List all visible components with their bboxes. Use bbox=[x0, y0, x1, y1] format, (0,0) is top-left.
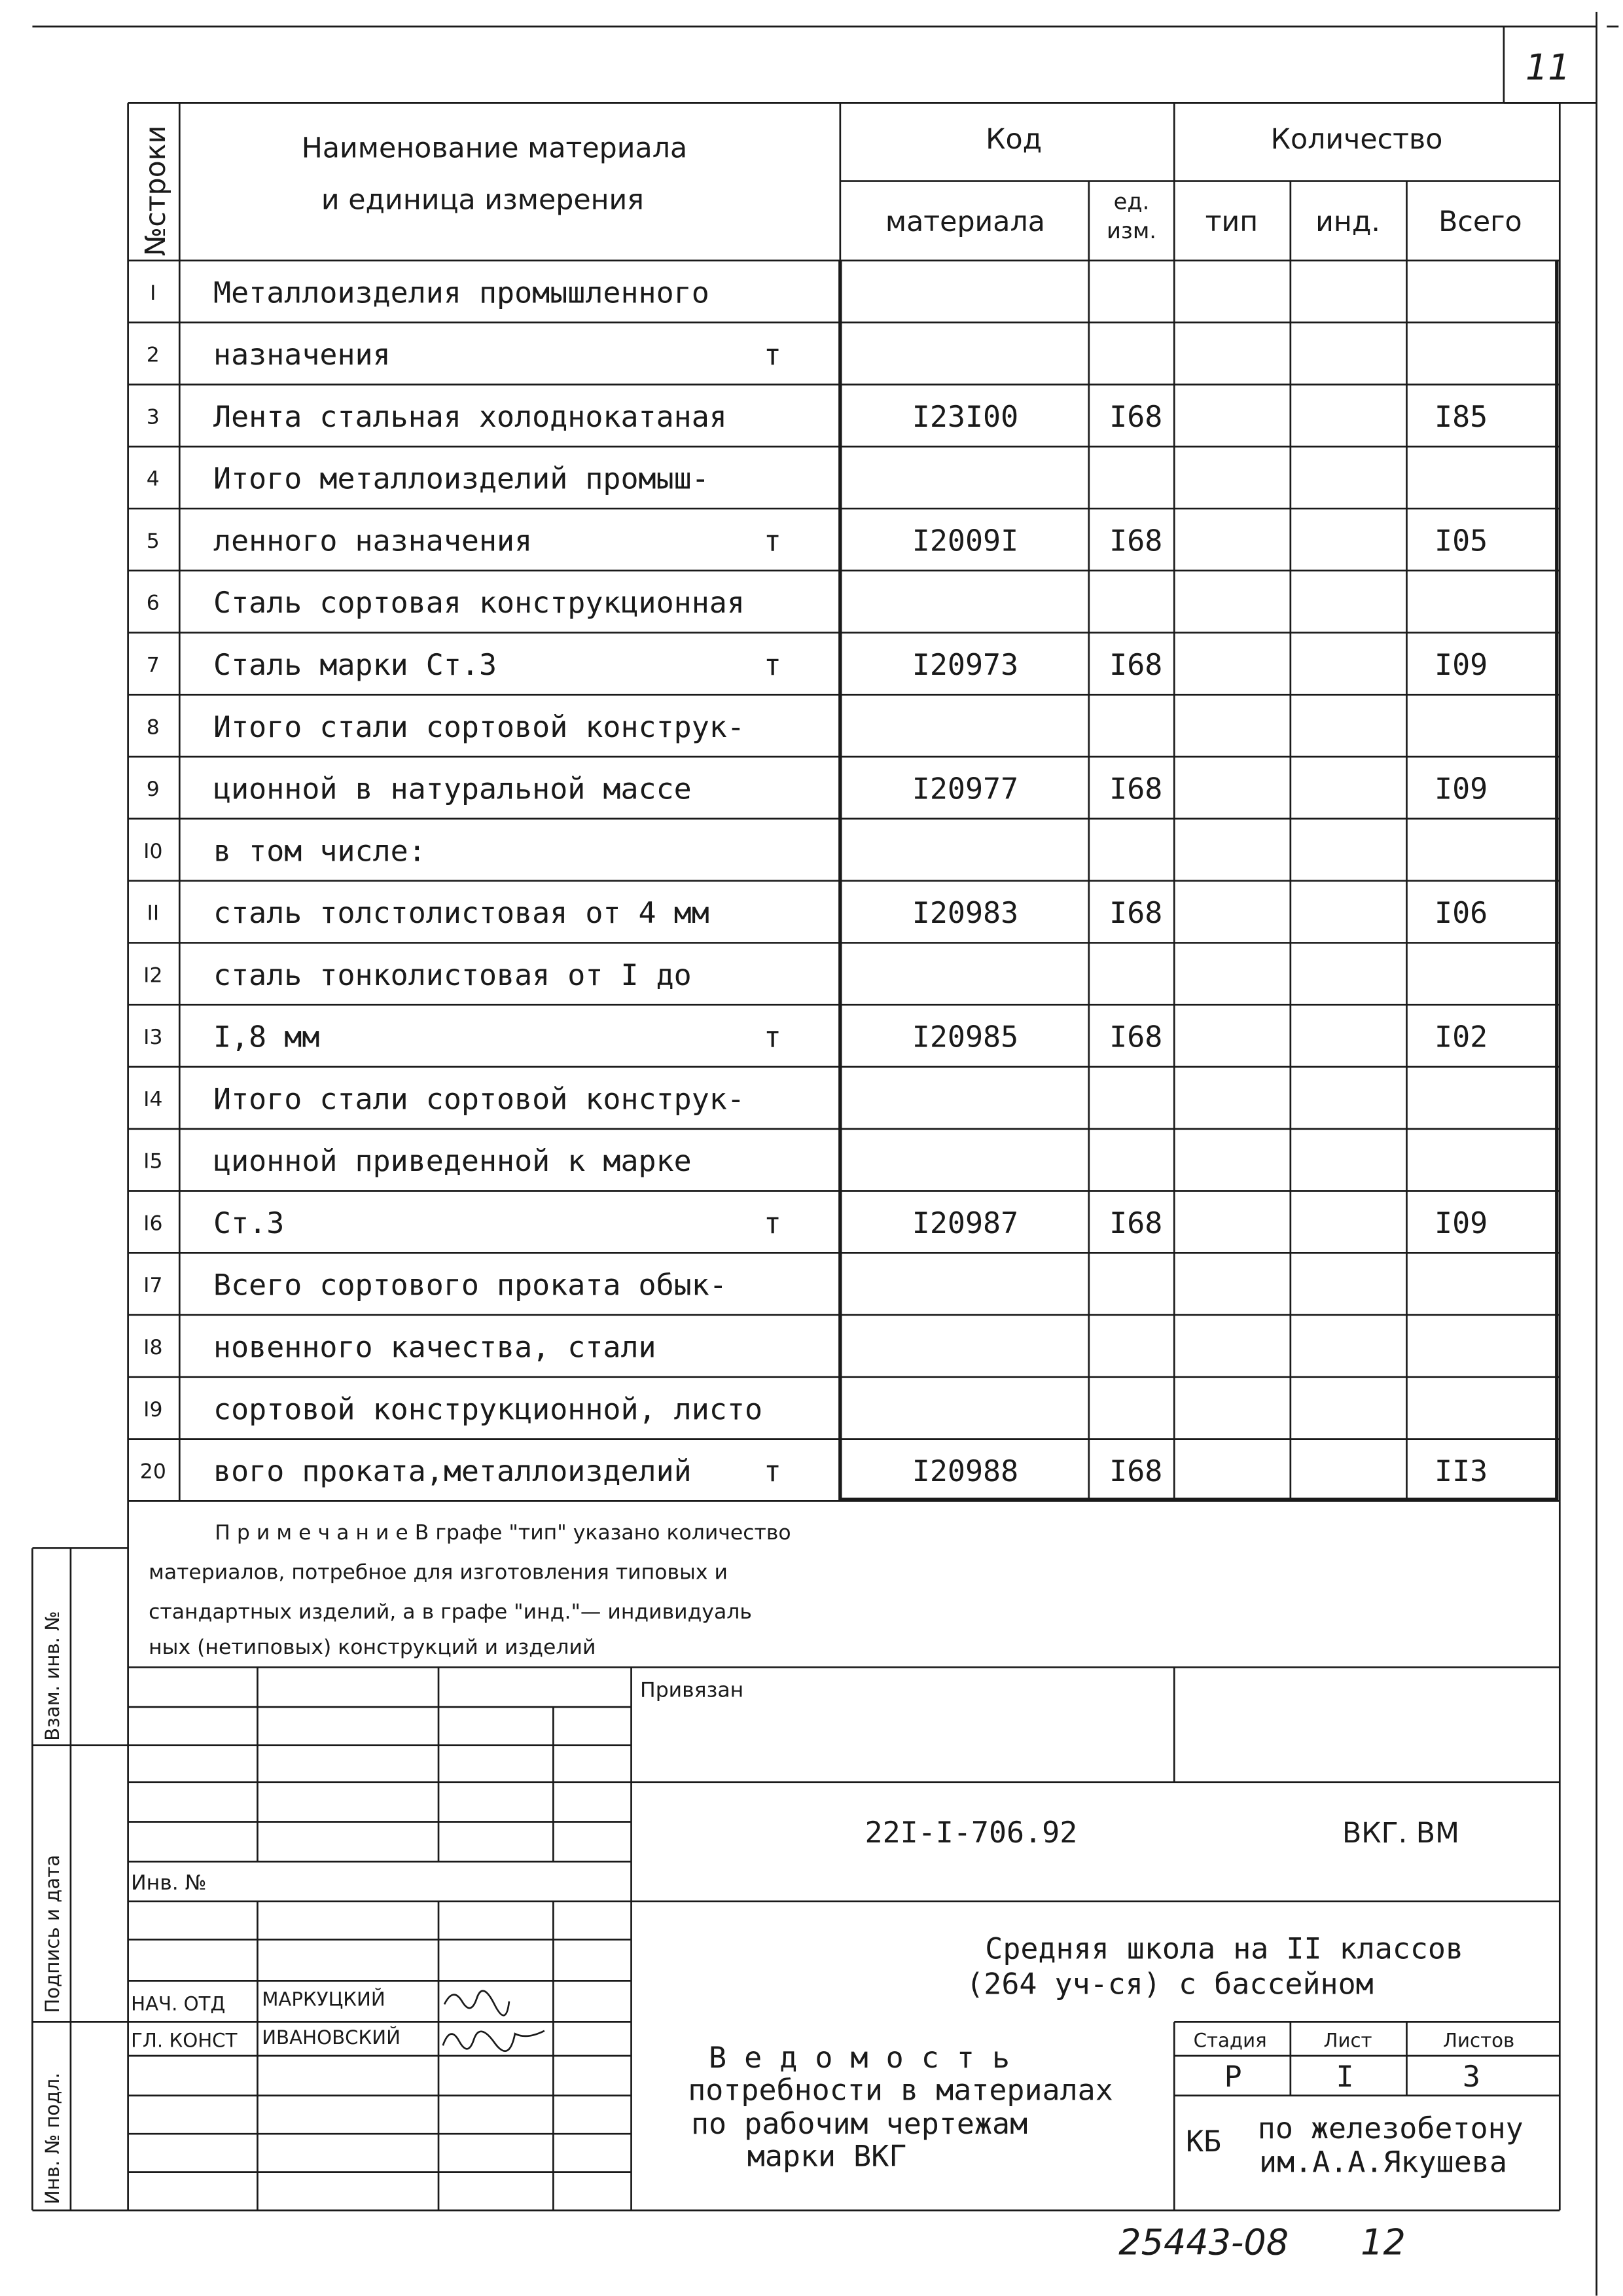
row-material-code: I20985 bbox=[912, 1019, 1019, 1054]
row-material-name: Ст.3 bbox=[213, 1205, 285, 1240]
row-material-name: Лента стальная холоднокатаная bbox=[213, 399, 727, 434]
table-rows bbox=[128, 275, 1560, 1488]
row-material-code: I20973 bbox=[912, 647, 1019, 683]
row-number: I7 bbox=[143, 1274, 163, 1298]
note-line2: материалов, потребное для изготовления типовых и bbox=[149, 1560, 728, 1585]
row-material-name: в том числе: bbox=[213, 833, 426, 869]
row-material-name: I,8 мм bbox=[213, 1019, 320, 1054]
sheet-title-line4: марки ВКГ bbox=[747, 2138, 907, 2174]
sheets-value: 3 bbox=[1462, 2059, 1480, 2094]
row-unit: т bbox=[763, 337, 781, 372]
row-uom-code: I68 bbox=[1109, 1454, 1163, 1489]
row-number: I4 bbox=[143, 1087, 163, 1111]
row-material-name: Итого металлоизделий промыш- bbox=[213, 461, 709, 496]
document-code: 22I-I-706.92 bbox=[865, 1814, 1078, 1850]
row-number: 2 bbox=[146, 343, 160, 367]
role-head-of-dept: НАЧ. ОТД bbox=[131, 1992, 226, 2015]
row-material-code: I23I00 bbox=[912, 399, 1019, 434]
row-number: I bbox=[150, 281, 156, 305]
archive-number: 25443-08 bbox=[1118, 2221, 1289, 2263]
side-label-inv-podl: Инв. № подл. bbox=[41, 2072, 63, 2205]
row-number: 3 bbox=[146, 405, 160, 429]
row-uom-code: I68 bbox=[1109, 1019, 1163, 1054]
row-total: I09 bbox=[1435, 1205, 1488, 1240]
row-material-code: I2009I bbox=[912, 523, 1019, 558]
row-material-name: ленного назначения bbox=[213, 523, 533, 558]
sheet-label: Лист bbox=[1323, 2029, 1372, 2052]
row-unit: т bbox=[763, 1019, 781, 1054]
note-line3: стандартных изделий, а в графе "инд."— индивидуаль bbox=[149, 1600, 752, 1624]
object-line1: Средняя школа на II классов bbox=[985, 1931, 1464, 1966]
row-material-code: I20987 bbox=[912, 1205, 1019, 1240]
org-line2: им.А.А.Якушева bbox=[1259, 2144, 1507, 2179]
header-material-code: материала bbox=[885, 205, 1045, 238]
header-unit-line2: изм. bbox=[1107, 218, 1157, 244]
row-number: I3 bbox=[143, 1026, 163, 1050]
row-unit: т bbox=[763, 647, 781, 683]
org-line1: по железобетону bbox=[1257, 2110, 1524, 2145]
row-material-name: вого проката,металлоизделий bbox=[213, 1454, 692, 1489]
header-ind: инд. bbox=[1315, 205, 1380, 238]
row-material-name: Всего сортового проката обык- bbox=[213, 1267, 727, 1302]
row-number: 5 bbox=[146, 529, 160, 553]
row-uom-code: I68 bbox=[1109, 895, 1163, 931]
row-number: I8 bbox=[143, 1336, 163, 1360]
row-uom-code: I68 bbox=[1109, 523, 1163, 558]
row-number: 8 bbox=[146, 715, 160, 740]
row-unit: т bbox=[763, 1454, 781, 1489]
privyazan-label: Привязан bbox=[640, 1678, 744, 1702]
row-material-name: Металлоизделия промышленного bbox=[213, 275, 709, 310]
footer-page: 12 bbox=[1361, 2221, 1406, 2263]
row-total: I85 bbox=[1435, 399, 1488, 434]
sheet-title-line3: по рабочим чертежам bbox=[690, 2106, 1028, 2142]
row-number: 9 bbox=[146, 778, 160, 802]
note-block bbox=[149, 1521, 791, 1659]
inv-no-label: Инв. № bbox=[131, 1871, 207, 1895]
row-number: 6 bbox=[146, 591, 160, 615]
row-material-name: назначения bbox=[213, 337, 391, 372]
row-number: 4 bbox=[146, 467, 160, 492]
row-material-name: ционной приведенной к марке bbox=[213, 1143, 692, 1179]
row-total: II3 bbox=[1435, 1454, 1488, 1489]
row-number: I2 bbox=[143, 963, 163, 988]
stage-value: Р bbox=[1224, 2059, 1242, 2094]
row-uom-code: I68 bbox=[1109, 1205, 1163, 1240]
header-row-no: №строки bbox=[139, 125, 172, 257]
row-material-name: ционной в натуральной массе bbox=[213, 771, 692, 806]
stage-label: Стадия bbox=[1193, 2029, 1267, 2052]
header-code: Код bbox=[986, 123, 1043, 156]
row-number: II bbox=[147, 901, 160, 925]
header-unit-line1: ед. bbox=[1113, 188, 1150, 215]
side-label-vzam: Взам. инв. № bbox=[41, 1611, 63, 1741]
row-material-name: сортовой конструкционной, листо bbox=[213, 1391, 763, 1427]
org-prefix: КБ bbox=[1186, 2124, 1222, 2159]
row-total: I09 bbox=[1435, 647, 1488, 683]
row-material-name: Сталь сортовая конструкционная bbox=[213, 585, 745, 620]
sheet-title-line1: В е д о м о с т ь bbox=[709, 2040, 1010, 2075]
side-label-podpis: Подпись и дата bbox=[41, 1854, 63, 2013]
sheet-value: I bbox=[1336, 2059, 1354, 2094]
row-material-name: Сталь марки Ст.3 bbox=[213, 647, 497, 683]
row-number: I9 bbox=[143, 1397, 163, 1422]
row-material-code: I20988 bbox=[912, 1454, 1019, 1489]
role-chief-designer: ГЛ. КОНСТ bbox=[131, 2029, 238, 2052]
header-name-line1: Наименование материала bbox=[301, 132, 688, 165]
row-number: 7 bbox=[146, 653, 160, 677]
name-head-of-dept: МАРКУЦКИЙ bbox=[262, 1988, 385, 2011]
signature-chief-designer bbox=[443, 2031, 544, 2051]
document-mark: ВКГ. ВМ bbox=[1342, 1816, 1459, 1850]
row-uom-code: I68 bbox=[1109, 399, 1163, 434]
row-material-name: сталь тонколистовая от I до bbox=[213, 957, 692, 992]
row-material-name: Итого стали сортовой конструк- bbox=[213, 709, 745, 744]
object-line2: (264 уч-ся) с бассейном bbox=[966, 1966, 1374, 2001]
row-unit: т bbox=[763, 1205, 781, 1240]
row-material-code: I20983 bbox=[912, 895, 1019, 931]
header-quantity: Количество bbox=[1270, 123, 1443, 156]
row-total: I05 bbox=[1435, 523, 1488, 558]
row-number: I5 bbox=[143, 1149, 163, 1174]
header-typ: тип bbox=[1205, 205, 1258, 238]
header-name-line2: и единица измерения bbox=[321, 183, 644, 217]
row-total: I06 bbox=[1435, 895, 1488, 931]
row-total: I09 bbox=[1435, 771, 1488, 806]
row-total: I02 bbox=[1435, 1019, 1488, 1054]
row-material-name: сталь толстолистовая от 4 мм bbox=[213, 895, 709, 931]
row-uom-code: I68 bbox=[1109, 771, 1163, 806]
row-number: 20 bbox=[139, 1460, 166, 1484]
row-number: I6 bbox=[143, 1211, 163, 1236]
sheets-label: Листов bbox=[1443, 2029, 1515, 2052]
page-number: 11 bbox=[1525, 46, 1571, 88]
header-total: Всего bbox=[1438, 205, 1522, 238]
note-line4: ных (нетиповых) конструкций и изделий bbox=[149, 1636, 596, 1660]
sheet-title-line2: потребности в материалах bbox=[688, 2072, 1113, 2108]
note-line1: П р и м е ч а н и е В графе "тип" указано количество bbox=[215, 1520, 791, 1545]
row-uom-code: I68 bbox=[1109, 647, 1163, 683]
row-material-code: I20977 bbox=[912, 771, 1019, 806]
row-number: I0 bbox=[143, 839, 163, 863]
name-chief-designer: ИВАНОВСКИЙ bbox=[262, 2026, 401, 2049]
row-material-name: Итого стали сортовой конструк- bbox=[213, 1081, 745, 1117]
signature-head-of-dept bbox=[444, 1991, 509, 2015]
row-unit: т bbox=[763, 523, 781, 558]
row-material-name: новенного качества, стали bbox=[213, 1329, 656, 1365]
